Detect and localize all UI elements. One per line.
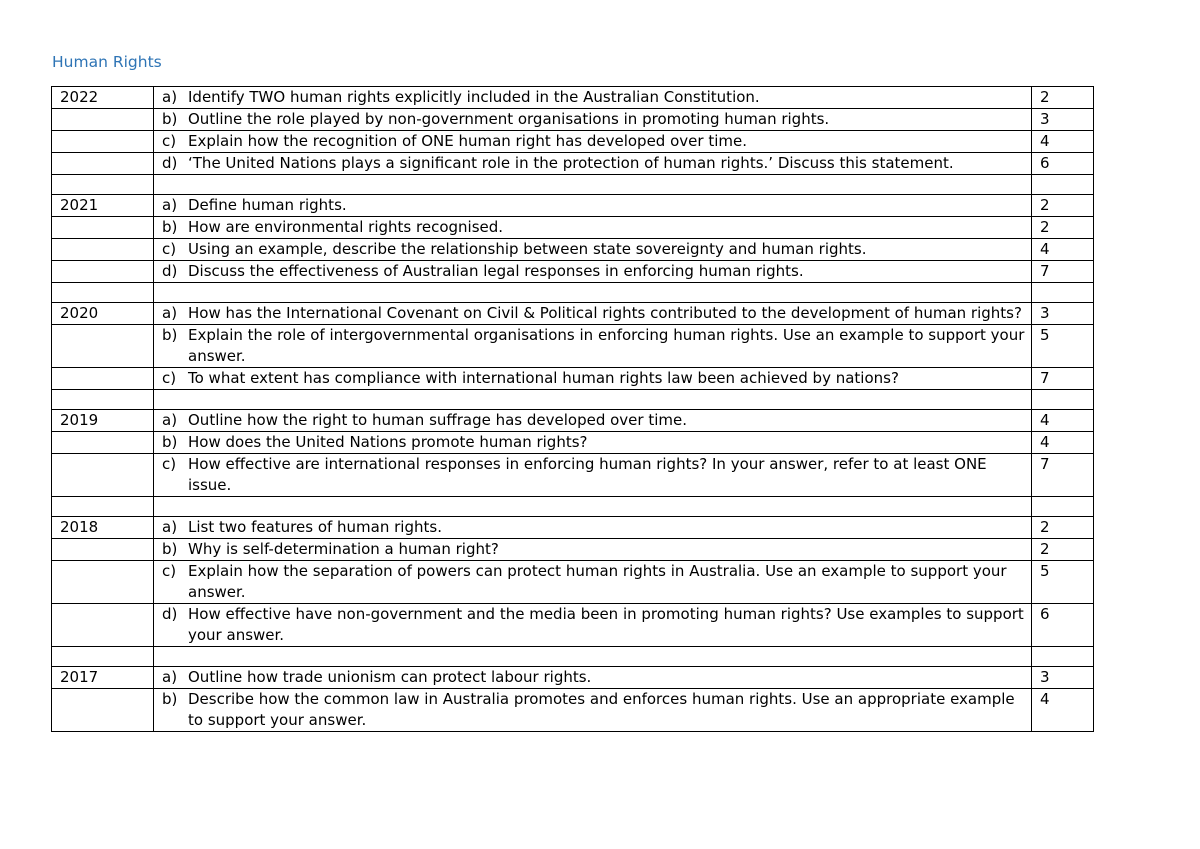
- question-letter: b): [162, 540, 178, 558]
- question-cell: [154, 454, 1032, 497]
- question-row: [52, 368, 1094, 390]
- question-cell: [154, 153, 1032, 175]
- question-cell: [154, 131, 1032, 153]
- year-cell: [52, 539, 154, 561]
- question-text: Describe how the common law in Australia promotes and enforces human rights. Use an appropriate example to support your answer.: [188, 690, 1015, 729]
- question-letter: d): [162, 262, 178, 280]
- question-text: Discuss the effectiveness of Australian legal responses in enforcing human rights.: [188, 262, 804, 280]
- year-cell: 2019: [52, 410, 154, 432]
- question-cell: [154, 325, 1032, 368]
- question-row: [52, 153, 1094, 175]
- marks-cell: 5: [1032, 561, 1094, 604]
- question-text: Outline the role played by non-government organisations in promoting human rights.: [188, 110, 830, 128]
- spacer-row: [52, 390, 1094, 410]
- question-row: [52, 561, 1094, 604]
- marks-cell: 2: [1032, 517, 1094, 539]
- question-letter: a): [162, 196, 178, 214]
- spacer-row: [52, 175, 1094, 195]
- question-letter: b): [162, 690, 178, 708]
- question-cell: [154, 195, 1032, 217]
- question-text: Explain how the recognition of ONE human right has developed over time.: [188, 132, 747, 150]
- year-cell: 2017: [52, 667, 154, 689]
- marks-cell: 4: [1032, 432, 1094, 454]
- question-row: [52, 667, 1094, 689]
- question-row: [52, 410, 1094, 432]
- year-cell: [52, 689, 154, 732]
- marks-cell: 4: [1032, 410, 1094, 432]
- question-row: [52, 239, 1094, 261]
- question-text: List two features of human rights.: [188, 518, 442, 536]
- question-cell: [154, 217, 1032, 239]
- question-cell: [154, 689, 1032, 732]
- question-row: [52, 517, 1094, 539]
- question-text: How has the International Covenant on Civil & Political rights contributed to the development of human rights?: [188, 304, 1022, 322]
- question-letter: b): [162, 433, 178, 451]
- question-letter: b): [162, 218, 178, 236]
- marks-cell: 2: [1032, 87, 1094, 109]
- year-cell: 2022: [52, 87, 154, 109]
- year-cell: [52, 432, 154, 454]
- year-cell: [52, 368, 154, 390]
- marks-cell: 2: [1032, 217, 1094, 239]
- year-cell: 2018: [52, 517, 154, 539]
- year-cell: [52, 261, 154, 283]
- marks-cell: 7: [1032, 261, 1094, 283]
- question-letter: c): [162, 132, 177, 150]
- question-text: ‘The United Nations plays a significant role in the protection of human rights.’ Discuss this statement.: [188, 154, 954, 172]
- question-text: How are environmental rights recognised.: [188, 218, 504, 236]
- question-text: Outline how the right to human suffrage has developed over time.: [188, 411, 687, 429]
- question-row: [52, 109, 1094, 131]
- question-cell: [154, 410, 1032, 432]
- question-text: Outline how trade unionism can protect labour rights.: [188, 668, 592, 686]
- question-text: How effective have non-government and the media been in promoting human rights? Use examples to support your answer.: [188, 605, 1024, 644]
- question-cell: [154, 261, 1032, 283]
- questions-table: [51, 86, 1094, 732]
- question-letter: a): [162, 88, 178, 106]
- year-cell: [52, 109, 154, 131]
- question-letter: c): [162, 369, 177, 387]
- marks-cell: 2: [1032, 539, 1094, 561]
- question-row: [52, 87, 1094, 109]
- year-cell: [52, 217, 154, 239]
- question-row: [52, 131, 1094, 153]
- year-cell: [52, 454, 154, 497]
- year-cell: [52, 239, 154, 261]
- question-row: [52, 303, 1094, 325]
- question-row: [52, 217, 1094, 239]
- question-letter: d): [162, 154, 178, 172]
- question-cell: [154, 667, 1032, 689]
- marks-cell: 6: [1032, 153, 1094, 175]
- spacer-row: [52, 647, 1094, 667]
- year-cell: [52, 604, 154, 647]
- marks-cell: 3: [1032, 109, 1094, 131]
- question-letter: c): [162, 240, 177, 258]
- question-text: Identify TWO human rights explicitly included in the Australian Constitution.: [188, 88, 760, 106]
- question-letter: b): [162, 326, 178, 344]
- marks-cell: 6: [1032, 604, 1094, 647]
- question-row: [52, 539, 1094, 561]
- year-cell: [52, 325, 154, 368]
- question-row: [52, 261, 1094, 283]
- spacer-row: [52, 283, 1094, 303]
- question-cell: [154, 109, 1032, 131]
- question-letter: b): [162, 110, 178, 128]
- question-letter: a): [162, 411, 178, 429]
- question-cell: [154, 303, 1032, 325]
- question-text: Explain the role of intergovernmental organisations in enforcing human rights. Use an example to support your answer.: [188, 326, 1025, 365]
- marks-cell: 3: [1032, 667, 1094, 689]
- question-cell: [154, 604, 1032, 647]
- spacer-row: [52, 497, 1094, 517]
- question-cell: [154, 539, 1032, 561]
- marks-cell: 4: [1032, 131, 1094, 153]
- question-letter: a): [162, 304, 178, 322]
- marks-cell: 7: [1032, 454, 1094, 497]
- question-cell: [154, 561, 1032, 604]
- question-letter: a): [162, 518, 178, 536]
- marks-cell: 4: [1032, 239, 1094, 261]
- question-letter: c): [162, 562, 177, 580]
- page-title: Human Rights: [52, 53, 162, 71]
- question-letter: d): [162, 605, 178, 623]
- question-row: [52, 195, 1094, 217]
- question-text: Define human rights.: [188, 196, 347, 214]
- question-text: Using an example, describe the relationship between state sovereignty and human rights.: [188, 240, 867, 258]
- marks-cell: 3: [1032, 303, 1094, 325]
- question-row: [52, 325, 1094, 368]
- question-cell: [154, 432, 1032, 454]
- question-text: Why is self-determination a human right?: [188, 540, 499, 558]
- year-cell: [52, 153, 154, 175]
- question-text: How effective are international responses in enforcing human rights? In your answer, refer to at least ONE issue.: [188, 455, 987, 494]
- question-cell: [154, 517, 1032, 539]
- question-text: Explain how the separation of powers can protect human rights in Australia. Use an example to support your answer.: [188, 562, 1007, 601]
- question-text: How does the United Nations promote human rights?: [188, 433, 588, 451]
- question-row: [52, 454, 1094, 497]
- year-cell: 2020: [52, 303, 154, 325]
- year-cell: [52, 561, 154, 604]
- question-letter: a): [162, 668, 178, 686]
- question-cell: [154, 87, 1032, 109]
- question-row: [52, 604, 1094, 647]
- marks-cell: 5: [1032, 325, 1094, 368]
- question-cell: [154, 239, 1032, 261]
- marks-cell: 2: [1032, 195, 1094, 217]
- question-text: To what extent has compliance with international human rights law been achieved by nations?: [188, 369, 899, 387]
- question-letter: c): [162, 455, 177, 473]
- question-row: [52, 432, 1094, 454]
- question-row: [52, 689, 1094, 732]
- year-cell: 2021: [52, 195, 154, 217]
- marks-cell: 7: [1032, 368, 1094, 390]
- question-cell: [154, 368, 1032, 390]
- year-cell: [52, 131, 154, 153]
- marks-cell: 4: [1032, 689, 1094, 732]
